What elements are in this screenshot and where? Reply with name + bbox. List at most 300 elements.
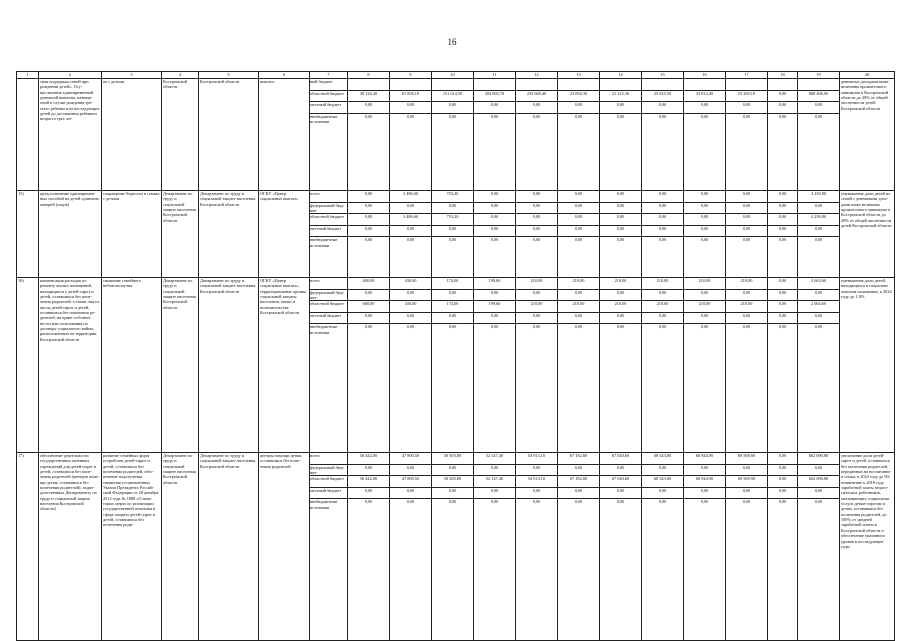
funding-source-label: всего bbox=[310, 453, 347, 465]
amount-value: 68 343,80 bbox=[642, 476, 683, 488]
amount-cell bbox=[798, 453, 840, 641]
participant-cell: ОГКУ «Центр социальных выплат» bbox=[259, 191, 310, 278]
goal-cell: сокращение бедности в семьях с детьми bbox=[102, 191, 162, 278]
amount-cell bbox=[642, 191, 684, 278]
amount-cell bbox=[348, 453, 390, 641]
column-number-cell: 15 bbox=[642, 72, 684, 79]
amount-value: 68 343,80 bbox=[642, 453, 683, 465]
amount-value: 0,00 bbox=[432, 226, 473, 238]
amount-value: 0,00 bbox=[532, 113, 541, 119]
amount-value: 0,00 bbox=[474, 465, 515, 477]
amount-value: 0,00 bbox=[684, 214, 725, 226]
amount-value: 0,00 bbox=[642, 102, 683, 114]
amount-value: 0,00 bbox=[432, 465, 473, 477]
amount-value: 0,00 bbox=[658, 113, 667, 119]
amount-cell bbox=[558, 191, 600, 278]
amount-value: 0,00 bbox=[390, 313, 431, 325]
amount-value: 210,00 bbox=[600, 301, 641, 313]
amount-value: 600,00 bbox=[348, 278, 389, 290]
expected-result-cell: уменьшение доли детей из семей с денежными доходами ниже величины прожиточного минимума в Костромской области до 20% от общей численности детей Костромской области bbox=[840, 191, 895, 278]
amount-cell bbox=[558, 453, 600, 641]
amount-value: 753,20 bbox=[432, 191, 473, 203]
amount-cell bbox=[600, 453, 642, 641]
funding-source-label: местный бюджет bbox=[310, 488, 347, 500]
amount-value: 2 663,60 bbox=[798, 278, 839, 290]
amount-value: 0,00 bbox=[432, 290, 473, 302]
amount-value: 0,00 bbox=[348, 290, 389, 302]
amount-value: 0,00 bbox=[516, 290, 557, 302]
amount-value: 0,00 bbox=[406, 113, 415, 119]
amount-value: 0,00 bbox=[348, 226, 389, 238]
amount-value: 0,00 bbox=[432, 203, 473, 215]
amount-value: 0,00 bbox=[798, 102, 839, 114]
amount-value: 0,00 bbox=[600, 203, 641, 215]
column-number-cell: 6 bbox=[259, 72, 310, 79]
amount-value: 0,00 bbox=[726, 102, 767, 114]
amount-value: 0,00 bbox=[532, 499, 541, 505]
column-number-cell: 5 bbox=[199, 72, 259, 79]
amount-cell bbox=[558, 79, 600, 191]
amount-value: 0,00 bbox=[658, 324, 667, 330]
expected-result-cell: денежных доходами ниже величины прожиточного минимума в Костромской области до 20% от общей численности детей Костромской области bbox=[840, 79, 895, 191]
amount-value: 53 269,10 bbox=[726, 91, 767, 103]
amount-cell bbox=[684, 278, 726, 453]
amount-value: 0,00 bbox=[814, 113, 823, 119]
funding-source-cell bbox=[310, 278, 348, 453]
amount-value: 0,00 bbox=[474, 203, 515, 215]
co-executor-cell: Костромской области bbox=[199, 79, 259, 191]
amount-cell bbox=[348, 278, 390, 453]
amount-value: 210,00 bbox=[558, 278, 599, 290]
funding-source-cell bbox=[310, 453, 348, 641]
amount-value: 2 663,60 bbox=[798, 301, 839, 313]
amount-value: 0,00 bbox=[768, 278, 797, 290]
row-number-cell: 16) bbox=[17, 278, 39, 453]
amount-value: 0,00 bbox=[348, 214, 389, 226]
amount-value: 0,00 bbox=[516, 203, 557, 215]
amount-value: 0,00 bbox=[390, 488, 431, 500]
amount-cell bbox=[726, 191, 768, 278]
amount-value: 0,00 bbox=[768, 476, 797, 488]
amount-cell bbox=[390, 453, 432, 641]
amount-value: 0,00 bbox=[364, 499, 373, 505]
amount-cell bbox=[684, 79, 726, 191]
amount-cell bbox=[390, 191, 432, 278]
amount-value: 0,00 bbox=[616, 499, 625, 505]
amount-value: 0,00 bbox=[348, 465, 389, 477]
amount-value: 0,00 bbox=[490, 237, 499, 243]
amount-value: 69 569,90 bbox=[726, 453, 767, 465]
funding-source-label: внебюджетные источники bbox=[310, 499, 338, 510]
amount-value: 0,00 bbox=[574, 499, 583, 505]
amount-value: 0,00 bbox=[474, 191, 515, 203]
funding-source-label: ный бюджет bbox=[310, 79, 347, 91]
co-executor-cell: Департамент по труду и социальной защите населения Костромской области bbox=[199, 453, 259, 641]
amount-value: 0,00 bbox=[742, 237, 751, 243]
amount-cell bbox=[516, 79, 558, 191]
funding-source-label: всего bbox=[310, 191, 347, 203]
amount-value: 0,00 bbox=[516, 191, 557, 203]
amount-value: 210,00 bbox=[726, 278, 767, 290]
amount-value: 0,00 bbox=[768, 453, 797, 465]
amount-cell bbox=[348, 191, 390, 278]
amount-cell bbox=[474, 278, 516, 453]
amount-value: 600,00 bbox=[348, 301, 389, 313]
responsible-executor-cell: Департамент по труду и социальной защите населения Костромской области bbox=[162, 453, 199, 641]
amount-value: 81 856,10 bbox=[390, 91, 431, 103]
amount-value: 0,00 bbox=[768, 203, 797, 215]
amount-cell bbox=[600, 79, 642, 191]
amount-value: 0,00 bbox=[642, 226, 683, 238]
amount-value: 3 486,60 bbox=[390, 191, 431, 203]
row-number-cell: 15) bbox=[17, 191, 39, 278]
amount-cell bbox=[768, 191, 798, 278]
amount-cell bbox=[516, 278, 558, 453]
amount-value: 0,00 bbox=[684, 102, 725, 114]
amount-value: 0,00 bbox=[726, 313, 767, 325]
funding-source-label: всего bbox=[310, 278, 347, 290]
amount-value: 47 800,50 bbox=[390, 453, 431, 465]
amount-value: 0,00 bbox=[700, 324, 709, 330]
amount-value: 0,00 bbox=[516, 214, 557, 226]
amount-cell bbox=[348, 79, 390, 191]
amount-cell bbox=[768, 453, 798, 641]
amount-value: 54 913,10 bbox=[516, 476, 557, 488]
amount-value: 0,00 bbox=[700, 237, 709, 243]
amount-cell bbox=[768, 278, 798, 453]
amount-value: 199,60 bbox=[474, 301, 515, 313]
amount-value: 0,00 bbox=[642, 488, 683, 500]
amount-value: 0,00 bbox=[474, 102, 515, 114]
amount-value: 0,00 bbox=[348, 313, 389, 325]
amount-value: 0,00 bbox=[574, 324, 583, 330]
amount-value: 0,00 bbox=[684, 313, 725, 325]
amount-value: 0,00 bbox=[768, 313, 797, 325]
amount-value: 0,00 bbox=[558, 226, 599, 238]
header-row bbox=[17, 72, 895, 79]
amount-value: 0,00 bbox=[474, 488, 515, 500]
table-row bbox=[17, 79, 895, 191]
amount-cell bbox=[390, 278, 432, 453]
amount-cell bbox=[768, 79, 798, 191]
amount-cell bbox=[432, 191, 474, 278]
funding-source-label: местный бюджет bbox=[310, 313, 347, 325]
amount-value: 0,00 bbox=[490, 324, 499, 330]
column-number-cell: 4 bbox=[162, 72, 199, 79]
amount-value: 56 442,00 bbox=[348, 453, 389, 465]
amount-value: 235 669,40 bbox=[516, 91, 557, 103]
amount-value: 0,00 bbox=[798, 465, 839, 477]
amount-value: 0,00 bbox=[684, 191, 725, 203]
amount-value: 0,00 bbox=[616, 324, 625, 330]
column-number-cell: 3 bbox=[102, 72, 162, 79]
amount-value: 0,00 bbox=[448, 499, 457, 505]
amount-value: 50 305,80 bbox=[432, 453, 473, 465]
measure-name-cell: компенсация расходов по ремонту жилых помещений, находящихся у детей-сирот и детей, оставшихся без попечения родителей, а также лиц из числа детей-сирот и детей, оставшихся без попечения родителей, на праве собственности или пользования по договору социального найма, расположенных на территории Костромской области bbox=[39, 278, 102, 453]
amount-value: 0,00 bbox=[768, 290, 797, 302]
amount-value: 0,00 bbox=[558, 465, 599, 477]
amount-value: 0,00 bbox=[798, 488, 839, 500]
amount-value bbox=[600, 79, 641, 91]
amount-value: 0,00 bbox=[448, 237, 457, 243]
amount-value bbox=[348, 79, 389, 91]
amount-value: 0,00 bbox=[684, 465, 725, 477]
amount-value: 210,00 bbox=[642, 278, 683, 290]
measure-name-cell: обеспечение деятельности государственных казенных учреждений для детей-сирот и детей, оставшихся без попечения родителей (центров помощи детям, оставшимся без попечения родителей), подведомственных Департаменту по труду и социальной защите населения Костромской области) bbox=[39, 453, 102, 641]
amount-value: 0,00 bbox=[742, 113, 751, 119]
participant-cell: ОГКУ «Центр социальных выплат», территориальные органы социальной защиты населения, опеки и попечительства Костромской области bbox=[259, 278, 310, 453]
funding-source-label: федеральный бюджет bbox=[310, 465, 347, 477]
table-row bbox=[17, 453, 895, 641]
amount-value: 0,00 bbox=[616, 113, 625, 119]
expected-result-cell: уменьшение доли детей, находящихся в социально опасном положении, к 2024 году до 1,8% bbox=[840, 278, 895, 453]
amount-value: 0,00 bbox=[778, 113, 787, 119]
amount-value: 0,00 bbox=[348, 191, 389, 203]
amount-value: 0,00 bbox=[684, 488, 725, 500]
funding-source-label: областной бюджет bbox=[310, 301, 347, 313]
amount-value: 0,00 bbox=[600, 465, 641, 477]
amount-value: 0,00 bbox=[814, 499, 823, 505]
funding-source-cell bbox=[310, 191, 348, 278]
measure-name-cell: предоставление единовременных пособий на детей одиноких матерей (отцов) bbox=[39, 191, 102, 278]
column-number-cell: 8 bbox=[348, 72, 390, 79]
funding-source-label: внебюджетные источники bbox=[310, 237, 338, 248]
amount-value: 0,00 bbox=[516, 488, 557, 500]
amount-value: 56 442,00 bbox=[348, 476, 389, 488]
funding-source-label: федеральный бюджет bbox=[310, 290, 347, 302]
column-number-cell: 10 bbox=[432, 72, 474, 79]
amount-value: 0,00 bbox=[814, 324, 823, 330]
amount-cell bbox=[726, 453, 768, 641]
amount-value: 0,00 bbox=[642, 214, 683, 226]
amount-value: 210,00 bbox=[516, 301, 557, 313]
goal-cell: развитие семейных форм устройства детей-сирот и детей, оставшихся без попечения родителей, обеспечение подотучения снижения установленных Указом Президента Российской Федерации от 28 декабря 2012 года № 1688 «О некоторых мерах по реализации государственной политики в сфере защиты детей-сирот и детей, оставшихся без попечения роди- bbox=[102, 453, 162, 641]
amount-value bbox=[558, 79, 599, 91]
funding-source-label: местный бюджет bbox=[310, 226, 347, 238]
column-number-cell: 20 bbox=[840, 72, 895, 79]
amount-value: 0,00 bbox=[768, 214, 797, 226]
amount-value: 69 569,90 bbox=[726, 476, 767, 488]
amount-value bbox=[390, 79, 431, 91]
amount-value: 67 182,80 bbox=[558, 453, 599, 465]
funding-source-label: внебюджетные источники bbox=[310, 324, 338, 335]
amount-value: 0,00 bbox=[768, 91, 797, 103]
amount-value: 210,00 bbox=[600, 278, 641, 290]
amount-value: 0,00 bbox=[406, 237, 415, 243]
amount-value: 430,00 bbox=[390, 301, 431, 313]
amount-value: 0,00 bbox=[390, 102, 431, 114]
expected-result-cell: увеличение доли детей-сирот и детей, оставшихся без попечения родителей, переданных на воспитание в семьи, в 2024 году до 90; повышение к 2018 году заработной платы педагогических работников, оказывающих социальные услуги детям-сиротам и детям, оставшимся без попечения родителей, до 100% от средней заработной платы в Костромской области и обеспечение указанного уровня в последующие годы bbox=[840, 453, 895, 641]
amount-cell bbox=[516, 453, 558, 641]
amount-value: 0,00 bbox=[432, 102, 473, 114]
amount-value: 0,00 bbox=[432, 488, 473, 500]
amount-value: 199,60 bbox=[474, 278, 515, 290]
amount-cell bbox=[558, 278, 600, 453]
amount-value: 67 182,80 bbox=[558, 476, 599, 488]
amount-value: 174,00 bbox=[432, 278, 473, 290]
amount-value: 0,00 bbox=[778, 499, 787, 505]
amount-value: 0,00 bbox=[742, 324, 751, 330]
amount-value: 0,00 bbox=[814, 237, 823, 243]
amount-value: 0,00 bbox=[516, 102, 557, 114]
amount-value: 0,00 bbox=[768, 102, 797, 114]
amount-value: 38 126,40 bbox=[348, 91, 389, 103]
funding-source-label: областной бюджет bbox=[310, 214, 347, 226]
amount-value: 0,00 bbox=[474, 214, 515, 226]
amount-value: 0,00 bbox=[532, 237, 541, 243]
funding-source-label: внебюджетные источники bbox=[310, 113, 338, 125]
amount-value: 0,00 bbox=[390, 290, 431, 302]
amount-cell bbox=[600, 278, 642, 453]
amount-value: 0,00 bbox=[364, 237, 373, 243]
amount-value bbox=[474, 79, 515, 91]
amount-value: 204 803,70 bbox=[474, 91, 515, 103]
amount-value: 0,00 bbox=[348, 102, 389, 114]
amount-value: 0,00 bbox=[642, 203, 683, 215]
amount-value: 0,00 bbox=[768, 226, 797, 238]
amount-value: 0,00 bbox=[616, 237, 625, 243]
responsible-executor-cell: Департамент по труду и социальной защите населения Костромской области bbox=[162, 191, 199, 278]
amount-value: 50 305,80 bbox=[432, 476, 473, 488]
amount-value: 0,00 bbox=[726, 488, 767, 500]
amount-value: 0,00 bbox=[726, 191, 767, 203]
column-number-cell: 9 bbox=[390, 72, 432, 79]
budget-table bbox=[16, 71, 895, 641]
amount-value: 68 944,90 bbox=[684, 453, 725, 465]
amount-value: 0,00 bbox=[558, 290, 599, 302]
amount-cell bbox=[642, 453, 684, 641]
amount-value: 602 690,80 bbox=[798, 476, 839, 488]
amount-cell bbox=[684, 191, 726, 278]
amount-value: 0,00 bbox=[406, 499, 415, 505]
amount-value: 0,00 bbox=[798, 313, 839, 325]
amount-value: 0,00 bbox=[600, 226, 641, 238]
funding-source-cell bbox=[310, 79, 348, 191]
amount-value: 0,00 bbox=[448, 324, 457, 330]
amount-cell bbox=[474, 453, 516, 641]
amount-cell bbox=[798, 278, 840, 453]
amount-value bbox=[768, 79, 797, 91]
row-number-cell bbox=[17, 79, 39, 191]
amount-value bbox=[726, 79, 767, 91]
amount-value: 33 812,40 bbox=[684, 91, 725, 103]
amount-value: 0,00 bbox=[726, 214, 767, 226]
column-number-cell: 17 bbox=[726, 72, 768, 79]
amount-value: 0,00 bbox=[348, 488, 389, 500]
amount-value: 0,00 bbox=[558, 102, 599, 114]
row-number-cell: 17) bbox=[17, 453, 39, 641]
amount-value: 0,00 bbox=[574, 237, 583, 243]
amount-value: 0,00 bbox=[726, 226, 767, 238]
amount-value: 210,00 bbox=[516, 278, 557, 290]
amount-value: 0,00 bbox=[474, 226, 515, 238]
amount-value: 0,00 bbox=[642, 313, 683, 325]
participant-cell: выплат» bbox=[259, 79, 310, 191]
amount-value: 0,00 bbox=[642, 465, 683, 477]
participant-cell: центры помощи детям, оставшимся без попечения родителей bbox=[259, 453, 310, 641]
amount-value: 210,00 bbox=[558, 301, 599, 313]
amount-value: 0,00 bbox=[798, 290, 839, 302]
column-number-cell: 1 bbox=[17, 72, 39, 79]
amount-value: 0,00 bbox=[448, 113, 457, 119]
amount-value: 67 040,60 bbox=[600, 476, 641, 488]
amount-value: 0,00 bbox=[778, 237, 787, 243]
funding-source-label: федеральный бюджет bbox=[310, 203, 347, 215]
column-number-cell: 13 bbox=[558, 72, 600, 79]
amount-value: 0,00 bbox=[390, 203, 431, 215]
amount-value: 753,20 bbox=[432, 214, 473, 226]
amount-value: 210,00 bbox=[642, 301, 683, 313]
amount-value: 0,00 bbox=[364, 324, 373, 330]
amount-cell bbox=[798, 191, 840, 278]
amount-value: 3 486,60 bbox=[390, 214, 431, 226]
amount-cell bbox=[474, 191, 516, 278]
amount-value: 0,00 bbox=[364, 113, 373, 119]
amount-value: 54 913,10 bbox=[516, 453, 557, 465]
amount-value: 52 147,40 bbox=[474, 476, 515, 488]
amount-value: 0,00 bbox=[558, 313, 599, 325]
amount-value: 0,00 bbox=[532, 324, 541, 330]
amount-value: 0,00 bbox=[348, 203, 389, 215]
amount-value: 0,00 bbox=[600, 488, 641, 500]
measure-name-cell: сная поддержка семей при рождении детей». Осуществление единовременной денежной выплаты, назначаемой в случае рождения третьего ребенка или последующих детей до достижения ребенком возраста трех лет bbox=[39, 79, 102, 191]
column-number-cell: 2 bbox=[39, 72, 102, 79]
amount-value: 0,00 bbox=[516, 226, 557, 238]
table-row bbox=[17, 278, 895, 453]
amount-value: 0,00 bbox=[406, 324, 415, 330]
column-number-cell: 18 bbox=[768, 72, 798, 79]
amount-cell bbox=[684, 453, 726, 641]
amount-value: 0,00 bbox=[490, 113, 499, 119]
amount-value: 0,00 bbox=[768, 191, 797, 203]
amount-value: 0,00 bbox=[768, 488, 797, 500]
amount-value: 0,00 bbox=[574, 113, 583, 119]
amount-value: 47 800,50 bbox=[390, 476, 431, 488]
amount-value: 0,00 bbox=[516, 313, 557, 325]
amount-cell bbox=[798, 79, 840, 191]
amount-value: 0,00 bbox=[768, 465, 797, 477]
amount-value: 23 094,30 bbox=[558, 91, 599, 103]
amount-value: 0,00 bbox=[558, 214, 599, 226]
responsible-executor-cell: Департамент по труду и социальной защите населения Костромской области bbox=[162, 278, 199, 453]
amount-value bbox=[516, 79, 557, 91]
amount-value: 0,00 bbox=[658, 237, 667, 243]
amount-cell bbox=[726, 79, 768, 191]
amount-value: 21 225,30 bbox=[600, 91, 641, 103]
column-number-cell: 7 bbox=[310, 72, 348, 79]
amount-cell bbox=[642, 278, 684, 453]
amount-value: 0,00 bbox=[798, 226, 839, 238]
amount-cell bbox=[474, 79, 516, 191]
responsible-executor-cell: Костромской области bbox=[162, 79, 199, 191]
amount-value: 0,00 bbox=[684, 203, 725, 215]
amount-value: 4 239,80 bbox=[798, 214, 839, 226]
amount-value: 0,00 bbox=[474, 290, 515, 302]
amount-value: 0,00 bbox=[600, 214, 641, 226]
amount-cell bbox=[726, 278, 768, 453]
amount-value: 0,00 bbox=[600, 191, 641, 203]
amount-value: 0,00 bbox=[684, 290, 725, 302]
column-number-cell: 16 bbox=[684, 72, 726, 79]
amount-value: 0,00 bbox=[390, 465, 431, 477]
amount-value: 0,00 bbox=[778, 324, 787, 330]
amount-value: 430,00 bbox=[390, 278, 431, 290]
amount-value: 174,00 bbox=[432, 301, 473, 313]
amount-value: 0,00 bbox=[700, 499, 709, 505]
amount-value: 888 496,90 bbox=[798, 91, 839, 103]
amount-value: 0,00 bbox=[642, 191, 683, 203]
amount-value: 0,00 bbox=[726, 203, 767, 215]
